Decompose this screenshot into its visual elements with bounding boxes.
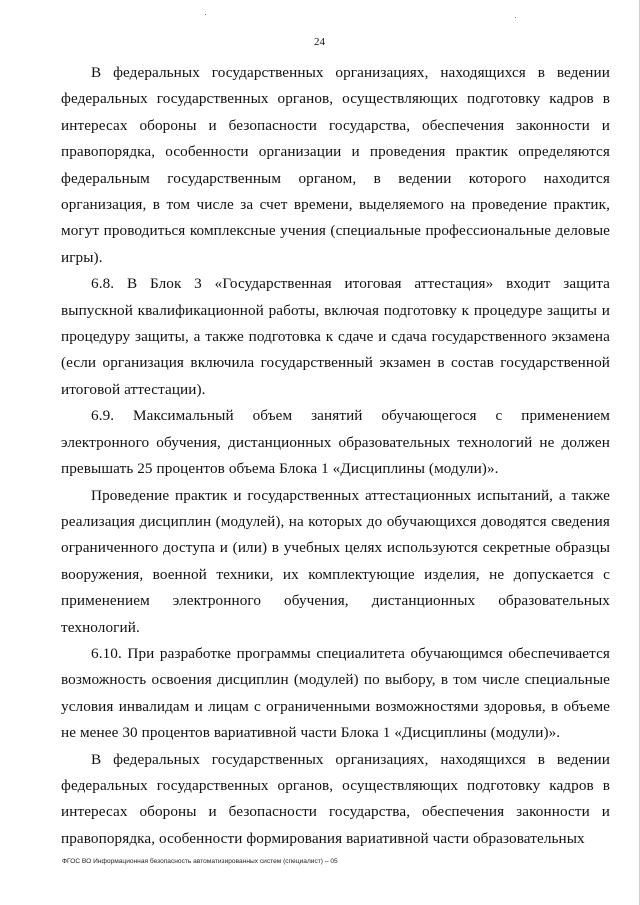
paragraph-6-10-elective-disciplines: 6.10. При разработке программы специалитета обучающимся обеспечивается возможность освоения дисциплин (модулей) по выбору, в том числе специальные условия инвалидам и лицам с ограниченными возможностями здоровья, в объеме не менее 30 процентов вариативной части Блока 1 «Дисциплины (модули)». bbox=[61, 644, 610, 742]
paragraph-variable-part-federal-orgs: В федеральных государственных организациях, находящихся в ведении федеральных государственных органов, осуществляющих подготовку кадров в интересах обороны и безопасности государства, обеспечения законности и правопорядка, особенности формирования вариативной части образовательных bbox=[61, 750, 610, 847]
paragraph-6-8-state-attestation: 6.8. В Блок 3 «Государственная итоговая аттестация» входит защита выпускной квалификационной работы, включая подготовку к процедуре защиты и процедуру защиты, а также подготовка к сдаче и сдача государственного экзамена (если организация включила государственный экзамен в состав государственной итоговой аттестации). bbox=[61, 275, 610, 398]
scan-speck bbox=[205, 14, 206, 15]
document-body bbox=[61, 60, 610, 852]
paragraph-practices-federal-orgs: В федеральных государственных организациях, находящихся в ведении федеральных государственных органов, осуществляющих подготовку кадров в интересах обороны и безопасности государства, обеспечения законности и правопорядка, особенности организации и проведения практик определяются федеральным государственным органом, в ведении которого находится организация, в том числе за счет времени, выделяемого на проведение практик, могут проводиться комплексные учения (специальные профессиональные деловые игры). bbox=[61, 64, 610, 266]
paragraph-6-9-e-learning-limit: 6.9. Максимальный объем занятий обучающегося с применением электронного обучения, дистанционных образовательных технологий не должен превышать 25 процентов объема Блока 1 «Дисциплины (модули)». bbox=[61, 407, 610, 478]
document-footer: ФГОС ВО Информационная безопасность автоматизированных систем (специалист) – 05 bbox=[62, 858, 338, 865]
page-number: 24 bbox=[314, 36, 325, 48]
paragraph-restricted-access: Проведение практик и государственных аттестационных испытаний, а также реализация дисциплин (модулей), на которых до обучающихся доводятся сведения ограниченного доступа и (или) в учебных целях используются секретные образцы вооружения, военной техники, их комплектующие изделия, не допускается с применением электронного обучения, дистанционных образовательных технологий. bbox=[61, 486, 610, 636]
scan-speck bbox=[515, 17, 516, 18]
